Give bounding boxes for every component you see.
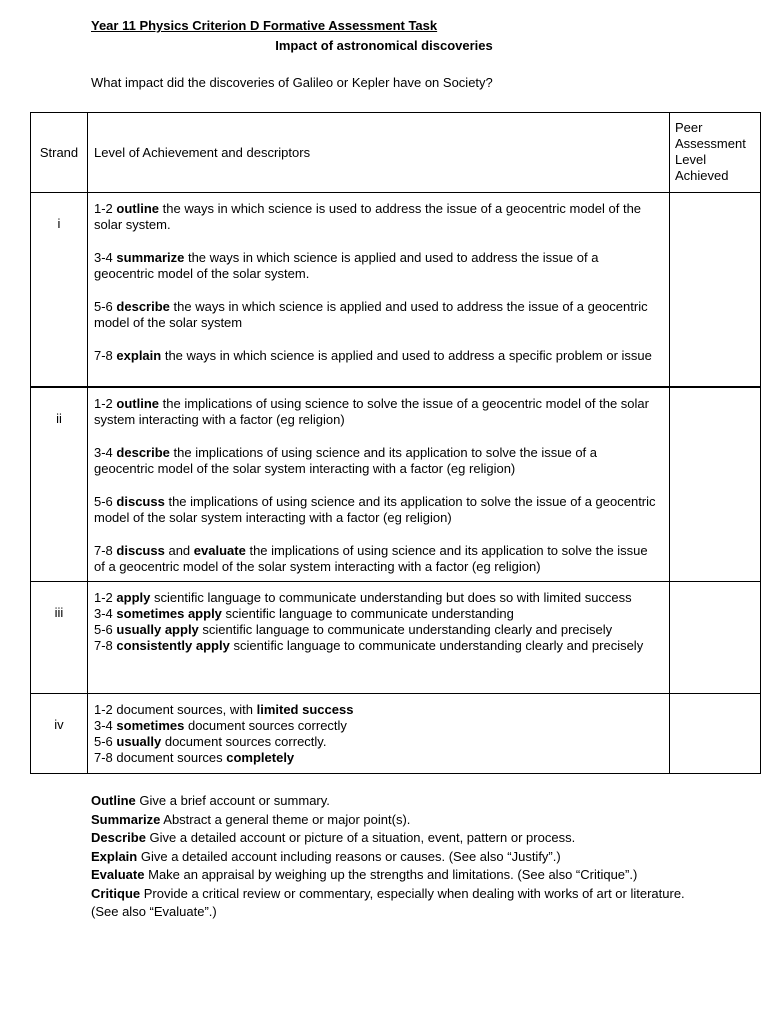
definition-item: Explain Give a detailed account including reasons or causes. (See also “Justify”.) <box>91 848 561 864</box>
table-row <box>31 693 761 773</box>
descriptor-cell <box>88 193 670 387</box>
definition-item: Outline Give a brief account or summary. <box>91 793 330 808</box>
descriptor-item: 5-6 usually document sources correctly. <box>94 733 327 749</box>
descriptor-cell <box>88 581 670 693</box>
peer-assessment-cell[interactable] <box>670 581 761 693</box>
descriptor-item: 7-8 discuss and evaluate the implications of using science and its application to solve the issue of a geocentric model of the solar system interacting with a factor (eg religion) <box>94 542 648 574</box>
definition-item: Summarize Abstract a general theme or major point(s). <box>91 811 411 827</box>
descriptor-item: 7-8 consistently apply scientific language to communicate understanding clearly and precisely <box>94 637 644 653</box>
descriptor-item: 3-4 sometimes document sources correctly <box>94 717 347 733</box>
definitions-list <box>91 792 691 922</box>
strand-label: i <box>31 193 88 387</box>
rubric-table <box>30 112 761 774</box>
descriptor-item: 5-6 usually apply scientific language to communicate understanding clearly and precisely <box>94 621 613 637</box>
peer-assessment-cell[interactable] <box>670 193 761 387</box>
descriptor-item: 7-8 document sources completely <box>94 749 295 765</box>
table-header-row <box>31 113 761 193</box>
descriptor-item: 7-8 explain the ways in which science is applied and used to address a specific problem or issue <box>94 348 652 363</box>
document-subtitle: Impact of astronomical discoveries <box>275 38 493 53</box>
descriptor-item: 1-2 outline the ways in which science is used to address the issue of a geocentric model of the solar system. <box>94 201 642 232</box>
descriptor-item: 3-4 summarize the ways in which science is applied and used to address the issue of a geocentric model of the solar system. <box>94 250 599 281</box>
peer-assessment-cell[interactable] <box>670 693 761 773</box>
definition-item: Critique Provide a critical review or commentary, especially when dealing with works of art or literature. (See also “Evaluate”.) <box>91 885 685 919</box>
header-descriptors: Level of Achievement and descriptors <box>88 113 670 193</box>
table-row <box>31 193 761 387</box>
strand-label: iii <box>31 581 88 693</box>
document-title: Year 11 Physics Criterion D Formative Assessment Task <box>91 18 438 33</box>
descriptor-item: 3-4 describe the implications of using science and its application to solve the issue of a geocentric model of the solar system interacting with a factor (eg religion) <box>94 444 597 476</box>
table-row <box>31 581 761 693</box>
header-strand: Strand <box>31 113 88 193</box>
peer-assessment-cell[interactable] <box>670 387 761 582</box>
descriptor-cell <box>88 387 670 582</box>
descriptor-item: 1-2 document sources, with limited success <box>94 701 354 717</box>
descriptor-item: 5-6 describe the ways in which science is applied and used to address the issue of a geocentric model of the solar system <box>94 299 648 330</box>
strand-label: ii <box>31 387 88 582</box>
descriptor-item: 1-2 apply scientific language to communicate understanding but does so with limited success <box>94 589 632 605</box>
descriptor-item: 1-2 outline the implications of using science to solve the issue of a geocentric model of the solar system interacting with a factor (eg religion) <box>94 395 649 427</box>
strand-label: iv <box>31 693 88 773</box>
table-row <box>31 387 761 582</box>
header-peer-assessment: Peer Assessment Level Achieved <box>670 113 761 193</box>
task-question: What impact did the discoveries of Galileo or Kepler have on Society? <box>91 75 493 90</box>
descriptor-item: 3-4 sometimes apply scientific language to communicate understanding <box>94 605 514 621</box>
definition-item: Describe Give a detailed account or picture of a situation, event, pattern or process. <box>91 830 576 845</box>
descriptor-item: 5-6 discuss the implications of using science and its application to solve the issue of a geocentric model of the solar system interacting with a factor (eg religion) <box>94 493 656 525</box>
descriptor-cell <box>88 693 670 773</box>
definition-item: Evaluate Make an appraisal by weighing up the strengths and limitations. (See also “Critique”.) <box>91 867 638 882</box>
